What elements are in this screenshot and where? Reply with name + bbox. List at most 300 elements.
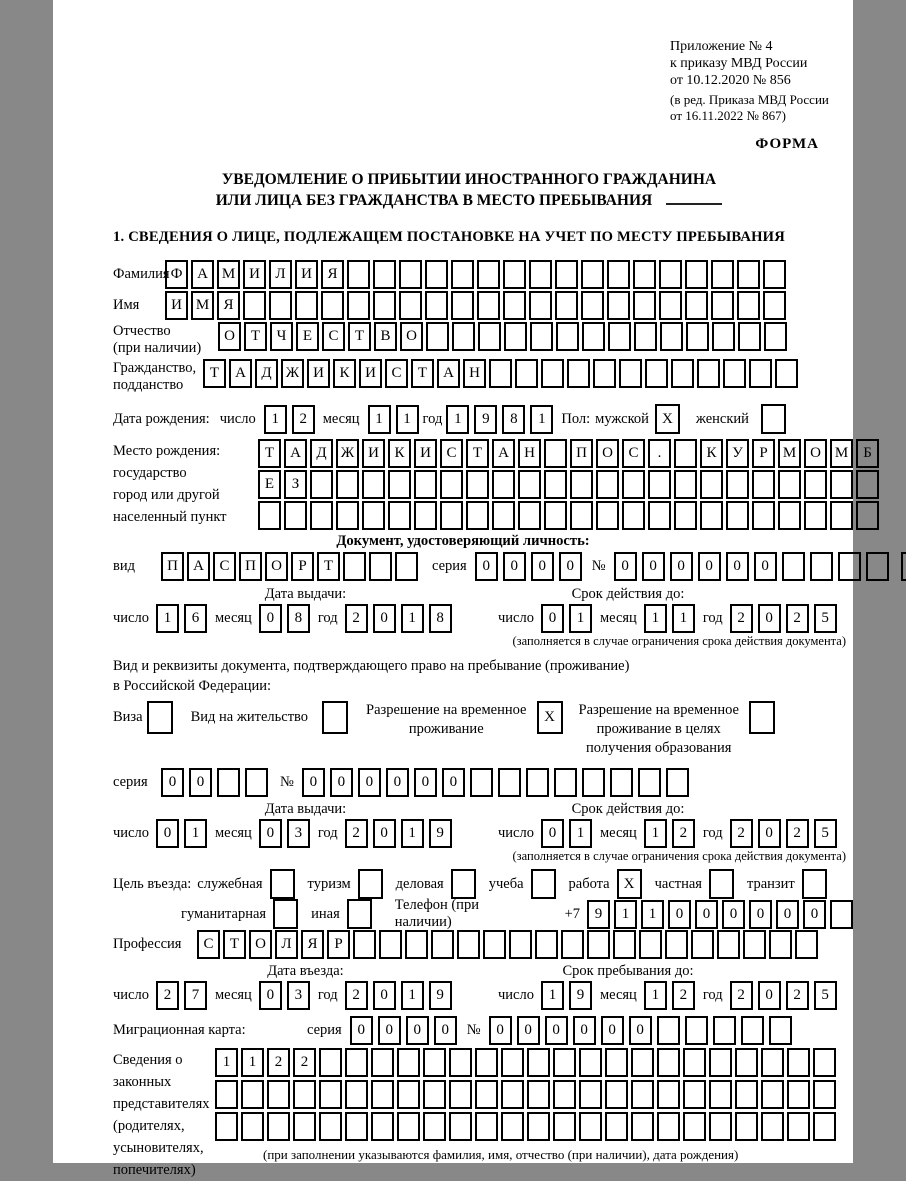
- char-cell[interactable]: [633, 291, 656, 320]
- char-cell[interactable]: [449, 1112, 472, 1141]
- char-cell[interactable]: [449, 1048, 472, 1077]
- char-cell[interactable]: 2: [345, 981, 368, 1010]
- char-cell[interactable]: [399, 260, 422, 289]
- char-cell[interactable]: [605, 1112, 628, 1141]
- char-cell[interactable]: [397, 1112, 420, 1141]
- char-cell[interactable]: Я: [217, 291, 240, 320]
- purpose-humanitarian-checkbox[interactable]: [273, 899, 298, 929]
- char-cell[interactable]: [336, 501, 359, 530]
- char-cell[interactable]: [529, 291, 552, 320]
- char-cell[interactable]: [425, 291, 448, 320]
- char-cell[interactable]: 2: [786, 981, 809, 1010]
- char-cell[interactable]: 0: [629, 1016, 652, 1045]
- char-cell[interactable]: [477, 291, 500, 320]
- entry-year-cells[interactable]: [345, 981, 452, 1010]
- char-cell[interactable]: [501, 1112, 524, 1141]
- char-cell[interactable]: К: [388, 439, 411, 468]
- char-cell[interactable]: [362, 470, 385, 499]
- char-cell[interactable]: Р: [327, 930, 350, 959]
- char-cell[interactable]: 0: [259, 819, 282, 848]
- char-cell[interactable]: Л: [269, 260, 292, 289]
- char-cell[interactable]: 0: [161, 768, 184, 797]
- char-cell[interactable]: 2: [786, 604, 809, 633]
- char-cell[interactable]: А: [187, 552, 210, 581]
- char-cell[interactable]: 0: [330, 768, 353, 797]
- char-cell[interactable]: К: [700, 439, 723, 468]
- char-cell[interactable]: 0: [302, 768, 325, 797]
- char-cell[interactable]: И: [295, 260, 318, 289]
- char-cell[interactable]: [553, 1080, 576, 1109]
- expiry-day-cells[interactable]: [541, 819, 592, 848]
- char-cell[interactable]: Т: [223, 930, 246, 959]
- char-cell[interactable]: 1: [184, 819, 207, 848]
- char-cell[interactable]: [648, 501, 671, 530]
- char-cell[interactable]: [607, 291, 630, 320]
- char-cell[interactable]: [431, 930, 454, 959]
- purpose-other-checkbox[interactable]: [347, 899, 372, 929]
- char-cell[interactable]: 2: [730, 604, 753, 633]
- char-cell[interactable]: [319, 1048, 342, 1077]
- char-cell[interactable]: [509, 930, 532, 959]
- char-cell[interactable]: [657, 1080, 680, 1109]
- char-cell[interactable]: 1: [401, 819, 424, 848]
- char-cell[interactable]: 0: [758, 981, 781, 1010]
- char-cell[interactable]: [683, 1080, 706, 1109]
- char-cell[interactable]: [518, 470, 541, 499]
- purpose-private-checkbox[interactable]: [709, 869, 734, 899]
- char-cell[interactable]: [735, 1048, 758, 1077]
- char-cell[interactable]: [470, 768, 493, 797]
- issue-day-cells[interactable]: [156, 819, 207, 848]
- char-cell[interactable]: 2: [672, 981, 695, 1010]
- char-cell[interactable]: [782, 552, 805, 581]
- char-cell[interactable]: [579, 1048, 602, 1077]
- char-cell[interactable]: Ж: [281, 359, 304, 388]
- char-cell[interactable]: 2: [672, 819, 695, 848]
- char-cell[interactable]: Т: [466, 439, 489, 468]
- char-cell[interactable]: [856, 470, 879, 499]
- char-cell[interactable]: [713, 1016, 736, 1045]
- char-cell[interactable]: [319, 1080, 342, 1109]
- char-cell[interactable]: 2: [267, 1048, 290, 1077]
- char-cell[interactable]: М: [830, 439, 853, 468]
- char-cell[interactable]: [345, 1112, 368, 1141]
- char-cell[interactable]: [397, 1080, 420, 1109]
- char-cell[interactable]: [671, 359, 694, 388]
- char-cell[interactable]: [501, 1080, 524, 1109]
- char-cell[interactable]: [709, 1112, 732, 1141]
- char-cell[interactable]: [813, 1048, 836, 1077]
- doc-number-cells[interactable]: [614, 552, 906, 581]
- char-cell[interactable]: [700, 501, 723, 530]
- char-cell[interactable]: [478, 322, 501, 351]
- char-cell[interactable]: Ч: [270, 322, 293, 351]
- char-cell[interactable]: С: [440, 439, 463, 468]
- char-cell[interactable]: С: [622, 439, 645, 468]
- char-cell[interactable]: [763, 260, 786, 289]
- char-cell[interactable]: 0: [541, 819, 564, 848]
- char-cell[interactable]: 0: [758, 819, 781, 848]
- char-cell[interactable]: П: [570, 439, 593, 468]
- char-cell[interactable]: Н: [518, 439, 541, 468]
- char-cell[interactable]: [414, 501, 437, 530]
- char-cell[interactable]: С: [385, 359, 408, 388]
- male-checkbox[interactable]: X: [655, 404, 680, 434]
- char-cell[interactable]: [425, 260, 448, 289]
- char-cell[interactable]: О: [218, 322, 241, 351]
- char-cell[interactable]: [711, 291, 734, 320]
- char-cell[interactable]: .: [648, 439, 671, 468]
- char-cell[interactable]: [741, 1016, 764, 1045]
- char-cell[interactable]: [388, 470, 411, 499]
- char-cell[interactable]: [570, 470, 593, 499]
- doc-type-cells[interactable]: [161, 552, 418, 581]
- char-cell[interactable]: [685, 1016, 708, 1045]
- char-cell[interactable]: О: [249, 930, 272, 959]
- char-cell[interactable]: [555, 291, 578, 320]
- char-cell[interactable]: [685, 260, 708, 289]
- char-cell[interactable]: [726, 470, 749, 499]
- char-cell[interactable]: 0: [517, 1016, 540, 1045]
- char-cell[interactable]: [293, 1080, 316, 1109]
- char-cell[interactable]: [717, 930, 740, 959]
- char-cell[interactable]: [813, 1112, 836, 1141]
- char-cell[interactable]: 0: [386, 768, 409, 797]
- char-cell[interactable]: 0: [573, 1016, 596, 1045]
- char-cell[interactable]: 0: [601, 1016, 624, 1045]
- char-cell[interactable]: 1: [241, 1048, 264, 1077]
- char-cell[interactable]: [593, 359, 616, 388]
- char-cell[interactable]: Т: [244, 322, 267, 351]
- char-cell[interactable]: 8: [429, 604, 452, 633]
- purpose-transit-checkbox[interactable]: [802, 869, 827, 899]
- birth-place-cells-1[interactable]: [258, 439, 879, 468]
- char-cell[interactable]: [778, 470, 801, 499]
- char-cell[interactable]: Ж: [336, 439, 359, 468]
- char-cell[interactable]: [856, 501, 879, 530]
- char-cell[interactable]: 1: [672, 604, 695, 633]
- char-cell[interactable]: А: [191, 260, 214, 289]
- char-cell[interactable]: [353, 930, 376, 959]
- char-cell[interactable]: [683, 1112, 706, 1141]
- expiry-month-cells[interactable]: [644, 819, 695, 848]
- char-cell[interactable]: М: [778, 439, 801, 468]
- char-cell[interactable]: [787, 1112, 810, 1141]
- issue-year-cells[interactable]: [345, 819, 452, 848]
- char-cell[interactable]: [608, 322, 631, 351]
- char-cell[interactable]: [405, 930, 428, 959]
- char-cell[interactable]: 0: [489, 1016, 512, 1045]
- char-cell[interactable]: И: [243, 260, 266, 289]
- char-cell[interactable]: [683, 1048, 706, 1077]
- char-cell[interactable]: [622, 501, 645, 530]
- char-cell[interactable]: [541, 359, 564, 388]
- char-cell[interactable]: [258, 501, 281, 530]
- char-cell[interactable]: [605, 1080, 628, 1109]
- surname-cells[interactable]: [165, 260, 786, 289]
- char-cell[interactable]: О: [596, 439, 619, 468]
- char-cell[interactable]: [613, 930, 636, 959]
- purpose-work-checkbox[interactable]: X: [617, 869, 642, 899]
- char-cell[interactable]: 2: [345, 604, 368, 633]
- char-cell[interactable]: [674, 470, 697, 499]
- char-cell[interactable]: З: [284, 470, 307, 499]
- char-cell[interactable]: [752, 470, 775, 499]
- char-cell[interactable]: [769, 1016, 792, 1045]
- char-cell[interactable]: [901, 552, 906, 581]
- char-cell[interactable]: [579, 1080, 602, 1109]
- char-cell[interactable]: 8: [502, 405, 525, 434]
- char-cell[interactable]: [581, 291, 604, 320]
- char-cell[interactable]: 0: [259, 604, 282, 633]
- char-cell[interactable]: 0: [695, 900, 718, 929]
- char-cell[interactable]: [217, 768, 240, 797]
- char-cell[interactable]: [830, 501, 853, 530]
- purpose-tourism-checkbox[interactable]: [358, 869, 383, 899]
- char-cell[interactable]: Т: [411, 359, 434, 388]
- char-cell[interactable]: 9: [474, 405, 497, 434]
- char-cell[interactable]: 0: [749, 900, 772, 929]
- char-cell[interactable]: 0: [726, 552, 749, 581]
- char-cell[interactable]: [582, 322, 605, 351]
- char-cell[interactable]: [245, 768, 268, 797]
- char-cell[interactable]: О: [804, 439, 827, 468]
- char-cell[interactable]: [587, 930, 610, 959]
- char-cell[interactable]: [267, 1112, 290, 1141]
- phone-cells[interactable]: [587, 900, 853, 929]
- birth-day-cells[interactable]: [264, 405, 315, 434]
- char-cell[interactable]: [567, 359, 590, 388]
- char-cell[interactable]: [492, 501, 515, 530]
- char-cell[interactable]: [295, 291, 318, 320]
- char-cell[interactable]: 2: [293, 1048, 316, 1077]
- char-cell[interactable]: 1: [368, 405, 391, 434]
- char-cell[interactable]: [579, 1112, 602, 1141]
- entry-day-cells[interactable]: [156, 981, 207, 1010]
- char-cell[interactable]: 2: [786, 819, 809, 848]
- char-cell[interactable]: [498, 768, 521, 797]
- entry-month-cells[interactable]: [259, 981, 310, 1010]
- name-cells[interactable]: [165, 291, 786, 320]
- char-cell[interactable]: [596, 470, 619, 499]
- char-cell[interactable]: [555, 260, 578, 289]
- char-cell[interactable]: [666, 768, 689, 797]
- char-cell[interactable]: [838, 552, 861, 581]
- char-cell[interactable]: 0: [614, 552, 637, 581]
- char-cell[interactable]: Л: [275, 930, 298, 959]
- char-cell[interactable]: В: [374, 322, 397, 351]
- char-cell[interactable]: [657, 1016, 680, 1045]
- char-cell[interactable]: 0: [754, 552, 777, 581]
- char-cell[interactable]: [596, 501, 619, 530]
- char-cell[interactable]: [631, 1048, 654, 1077]
- char-cell[interactable]: [737, 291, 760, 320]
- char-cell[interactable]: [795, 930, 818, 959]
- char-cell[interactable]: 2: [156, 981, 179, 1010]
- char-cell[interactable]: 0: [189, 768, 212, 797]
- char-cell[interactable]: Т: [258, 439, 281, 468]
- char-cell[interactable]: 2: [292, 405, 315, 434]
- char-cell[interactable]: [535, 930, 558, 959]
- char-cell[interactable]: 1: [401, 604, 424, 633]
- char-cell[interactable]: 2: [730, 819, 753, 848]
- char-cell[interactable]: [813, 1080, 836, 1109]
- char-cell[interactable]: 0: [475, 552, 498, 581]
- char-cell[interactable]: [319, 1112, 342, 1141]
- representatives-cells-1[interactable]: [215, 1048, 836, 1077]
- char-cell[interactable]: [775, 359, 798, 388]
- birth-place-cells-2[interactable]: [258, 470, 879, 499]
- char-cell[interactable]: [674, 439, 697, 468]
- edu-residence-checkbox[interactable]: [749, 701, 775, 734]
- char-cell[interactable]: 0: [668, 900, 691, 929]
- char-cell[interactable]: 9: [429, 981, 452, 1010]
- char-cell[interactable]: [830, 900, 853, 929]
- char-cell[interactable]: [657, 1112, 680, 1141]
- char-cell[interactable]: [504, 322, 527, 351]
- char-cell[interactable]: [554, 768, 577, 797]
- char-cell[interactable]: [371, 1080, 394, 1109]
- char-cell[interactable]: 0: [406, 1016, 429, 1045]
- char-cell[interactable]: И: [359, 359, 382, 388]
- char-cell[interactable]: [764, 322, 787, 351]
- char-cell[interactable]: [399, 291, 422, 320]
- char-cell[interactable]: [483, 930, 506, 959]
- stay-day-cells[interactable]: [541, 981, 592, 1010]
- char-cell[interactable]: [607, 260, 630, 289]
- char-cell[interactable]: О: [265, 552, 288, 581]
- char-cell[interactable]: 0: [722, 900, 745, 929]
- char-cell[interactable]: [631, 1080, 654, 1109]
- char-cell[interactable]: [449, 1080, 472, 1109]
- expiry-month-cells[interactable]: [644, 604, 695, 633]
- char-cell[interactable]: А: [492, 439, 515, 468]
- char-cell[interactable]: [582, 768, 605, 797]
- char-cell[interactable]: [457, 930, 480, 959]
- char-cell[interactable]: 0: [670, 552, 693, 581]
- migration-number-cells[interactable]: [489, 1016, 792, 1045]
- char-cell[interactable]: [810, 552, 833, 581]
- char-cell[interactable]: [371, 1048, 394, 1077]
- char-cell[interactable]: 7: [184, 981, 207, 1010]
- stay-month-cells[interactable]: [644, 981, 695, 1010]
- char-cell[interactable]: [804, 470, 827, 499]
- char-cell[interactable]: 6: [184, 604, 207, 633]
- char-cell[interactable]: [544, 501, 567, 530]
- char-cell[interactable]: [738, 322, 761, 351]
- char-cell[interactable]: Д: [310, 439, 333, 468]
- expiry-year-cells[interactable]: [730, 819, 837, 848]
- char-cell[interactable]: [778, 501, 801, 530]
- char-cell[interactable]: [388, 501, 411, 530]
- char-cell[interactable]: [866, 552, 889, 581]
- char-cell[interactable]: [735, 1112, 758, 1141]
- char-cell[interactable]: 1: [569, 604, 592, 633]
- char-cell[interactable]: [518, 501, 541, 530]
- char-cell[interactable]: [397, 1048, 420, 1077]
- char-cell[interactable]: [709, 1080, 732, 1109]
- char-cell[interactable]: [321, 291, 344, 320]
- char-cell[interactable]: Т: [317, 552, 340, 581]
- char-cell[interactable]: [648, 470, 671, 499]
- char-cell[interactable]: [763, 291, 786, 320]
- char-cell[interactable]: [737, 260, 760, 289]
- char-cell[interactable]: 9: [587, 900, 610, 929]
- char-cell[interactable]: [610, 768, 633, 797]
- char-cell[interactable]: Д: [255, 359, 278, 388]
- char-cell[interactable]: П: [161, 552, 184, 581]
- char-cell[interactable]: [787, 1080, 810, 1109]
- char-cell[interactable]: 0: [776, 900, 799, 929]
- issue-month-cells[interactable]: [259, 604, 310, 633]
- char-cell[interactable]: Т: [348, 322, 371, 351]
- char-cell[interactable]: [492, 470, 515, 499]
- char-cell[interactable]: [395, 552, 418, 581]
- char-cell[interactable]: [711, 260, 734, 289]
- char-cell[interactable]: С: [213, 552, 236, 581]
- char-cell[interactable]: 0: [541, 604, 564, 633]
- char-cell[interactable]: [709, 1048, 732, 1077]
- char-cell[interactable]: [686, 322, 709, 351]
- char-cell[interactable]: 0: [259, 981, 282, 1010]
- char-cell[interactable]: А: [284, 439, 307, 468]
- char-cell[interactable]: [373, 291, 396, 320]
- char-cell[interactable]: 1: [264, 405, 287, 434]
- char-cell[interactable]: 0: [373, 981, 396, 1010]
- char-cell[interactable]: [310, 501, 333, 530]
- char-cell[interactable]: 1: [541, 981, 564, 1010]
- char-cell[interactable]: [466, 501, 489, 530]
- char-cell[interactable]: [475, 1080, 498, 1109]
- char-cell[interactable]: [215, 1112, 238, 1141]
- char-cell[interactable]: [645, 359, 668, 388]
- birth-place-cells-3[interactable]: [258, 501, 879, 530]
- char-cell[interactable]: [243, 291, 266, 320]
- char-cell[interactable]: 2: [730, 981, 753, 1010]
- char-cell[interactable]: 0: [559, 552, 582, 581]
- char-cell[interactable]: 1: [614, 900, 637, 929]
- char-cell[interactable]: [414, 470, 437, 499]
- char-cell[interactable]: 8: [287, 604, 310, 633]
- char-cell[interactable]: [451, 291, 474, 320]
- char-cell[interactable]: [475, 1048, 498, 1077]
- char-cell[interactable]: [526, 768, 549, 797]
- char-cell[interactable]: [605, 1048, 628, 1077]
- char-cell[interactable]: [343, 552, 366, 581]
- char-cell[interactable]: 0: [442, 768, 465, 797]
- char-cell[interactable]: [371, 1112, 394, 1141]
- char-cell[interactable]: [527, 1080, 550, 1109]
- char-cell[interactable]: [553, 1048, 576, 1077]
- expiry-day-cells[interactable]: [541, 604, 592, 633]
- purpose-business-checkbox[interactable]: [451, 869, 476, 899]
- char-cell[interactable]: [804, 501, 827, 530]
- char-cell[interactable]: 0: [156, 819, 179, 848]
- birth-year-cells[interactable]: [446, 405, 553, 434]
- char-cell[interactable]: [553, 1112, 576, 1141]
- char-cell[interactable]: [369, 552, 392, 581]
- char-cell[interactable]: [570, 501, 593, 530]
- char-cell[interactable]: Я: [321, 260, 344, 289]
- char-cell[interactable]: [581, 260, 604, 289]
- char-cell[interactable]: Т: [203, 359, 226, 388]
- char-cell[interactable]: [527, 1048, 550, 1077]
- char-cell[interactable]: 0: [373, 819, 396, 848]
- char-cell[interactable]: [544, 470, 567, 499]
- char-cell[interactable]: [634, 322, 657, 351]
- char-cell[interactable]: Н: [463, 359, 486, 388]
- char-cell[interactable]: [440, 470, 463, 499]
